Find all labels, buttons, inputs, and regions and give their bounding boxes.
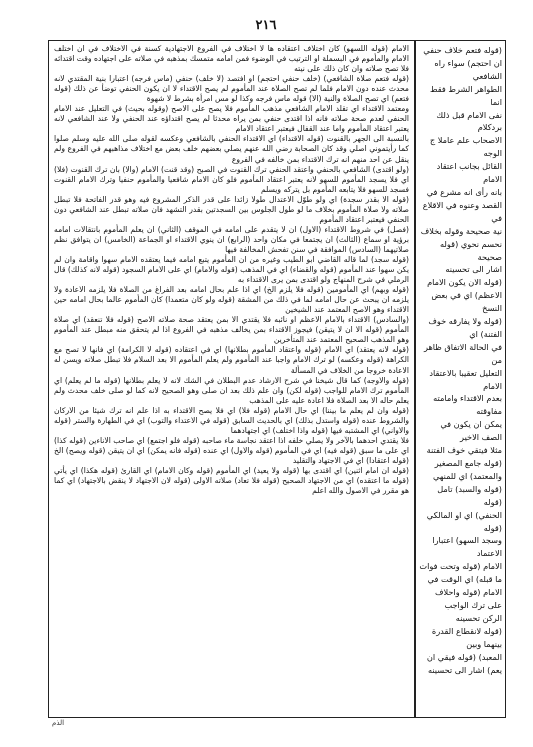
body-paragraph: بالنسبة الى الجهر بالقنوت (قوله الاقتداء) اي الاقتداء الحنفي بالشافعي وعكسه لقوله صلى الله عليه وسلم صلوا كما رأيتموني اصلي وقد كان الصحابة رضي الله عنهم يصلي بعضهم خلف بعض مع اختلاف مذاهبهم في الفروع ولم ينقل عن احد منهم انه ترك الاقتداء بمن خالفه في الفروع	[54, 134, 409, 164]
margin-line: (قوله لانقطاع القدرة بينهما وبين	[431, 625, 502, 649]
margin-line: القصد وعنوه في الاقلاع في	[422, 199, 502, 223]
body-paragraph: (قوله وبهم) اي المأمومين (قوله فلا يلزم الخ) اي اذا علم بحال امامه بعد الفراغ من الصلاة فلا يلزمه الاعادة ولا يلزمه ان يبحث عن حال امامه لما في ذلك من المشقة (قوله ولو كان متعمدا) كان المأموم عالما بحال امامه حين الاقتداء وهو الاصح المعتمد عند الشيخين	[54, 285, 409, 315]
margin-line: (قوله والسبد) تامل (قوله	[437, 483, 502, 507]
body-paragraph: الامام (قوله اللسهو) كان اختلاف اعتقاده ها لا اختلاف في الفروع الاجتهادية كسنة في الاختلاف في ان اختلف الامام والمأموم في البسملة او الترتيب في الوضوء فمن امامه متمسك بمذهبه في صلاته على اجتهاده وقت اقتدائه فلا تصح صلاته وان كان ذلك على نيته	[54, 44, 409, 74]
margin-line: في الحالة الاتفاق ظاهر من	[423, 341, 502, 365]
margin-line: (قوله الان يكون الامام	[427, 277, 502, 288]
margin-line: (قوله جامع المصغير	[434, 458, 502, 468]
margin-line: الاصحاب علم عاملا ج الوجه	[429, 135, 502, 159]
margin-line: الطواهر الشرط فقط انما	[429, 83, 502, 107]
body-paragraph: (قوله سجد) لما قاله القاضي ابو الطيب وغيره من ان المأموم يتبع امامه فيما يعتقده الامام سهوا واقامة وان لم يكن سهوا عند المأموم (قوله والقضاء) اي في المذهب (قوله والامام) اي على الامام السجود (قوله لانه كذلك) قال الرملي في شرح المنهاج ولو اقتدى بمن يرى الاقتداء به	[54, 254, 409, 285]
margin-line: نفى الامام قبل ذلك بردكلام	[436, 109, 502, 133]
margin-line: نحسم نحوي (قوله صحيحة	[440, 238, 502, 262]
margin-line: (قوله فتعم خلاف حنفي	[423, 45, 502, 55]
body-paragraph: (والسادس) الاقتداء بالامام الاعظم او نائبه فلا يقتدي الا بمن يعتقد صحة صلاته الاصح (قوله فلا تنعقد) اي صلاة المأموم (قوله الا ان لا يتيقن) فيجوز الاقتداء بمن يخالف مذهبه في الفروع اذا لم يتحقق منه مبطل عند المأموم وهو المذهب الصحيح المعتمد عند المتأخرين	[54, 315, 409, 345]
margin-line: الامام (قوله واحلاف	[435, 587, 502, 598]
footer-mark: الذم	[52, 719, 65, 727]
body-paragraph: (قوله والاوجه) كما قال شيخنا في شرح الارشاد عدم البطلان في الشك لانه لا يعلم بطلانها (قوله ما لم يعلم) اي المأموم ترك الامام للواجب (قوله لكن) وان علم ذلك بعد ان صلى وهو الصحيح لانه كما لو صلى خلف محدث ولم يعلم حاله الا بعد الصلاة فلا اعادة عليه على المذهب	[54, 375, 409, 405]
margin-line: اشار الى تحسينه	[445, 264, 502, 275]
body-paragraph: (قوله الا بقدر سجدة) اي ولو طوّل الاعتدال طولا زائدا على قدر الذكر المشروع فيه وهو قدر الفاتحة فلا تبطل صلاته ولا صلاة المأموم بخلاف ما لو طول الجلوس بين السجدتين بقدر التشهد فان صلاته تبطل عند الشافعي دون الحنفي فيعتبر اعتقاد المأموم	[54, 194, 409, 224]
main-body-text	[54, 44, 409, 712]
margin-line: يمكن ان يكون في الصف الاخير	[440, 419, 502, 443]
margin-line: ان احتجم) سواء راه الشافعي	[434, 57, 502, 81]
margin-line: وسجد السهو) اعتبارا الاعتماد	[432, 535, 502, 559]
margin-line: الركن تحسينه	[455, 612, 502, 623]
body-paragraph: (ولو اقتدى) الشافعي بالحنفي واعتقد الحنفي ترك القنوت في الصبح (وقد قنت) الامام (والا) بان ترك القنوت (فلا) اي فلا يسجد المأموم للسهو لانه يعتبر اعتقاد المأموم فلو كان الامام شافعيا والمأموم حنفيا وترك الامام القنوت فسجد للسهو فلا يتابعه المأموم بل يتركه ويسلم	[54, 164, 409, 194]
body-paragraph: ومعتمد الاقتداء اي تقلد الامام الشافعي مذهب المأموم فلا يصح على الاصح (وقوله بحيث) في التعليل عند الامام الحنفي لعدم صحة صلاته فانه اذا اقتدى حنفي بمن يراه محدثا لم يصح اقتداؤه عند الحنفي ولا عند الشافعي لانه يعتبر اعتقاد المأموم واما عند القفال فيعتبر اعتقاد الامام	[54, 104, 409, 134]
margin-line: مثلا فيتقي خوف الفتنة	[426, 445, 502, 456]
margin-line: القائل بجانب اعتقاد الامام	[436, 161, 502, 185]
margin-line: المعبد) (قوله فيقي ان	[426, 651, 502, 662]
margin-line: التعليل تعقيبا بالاعتقاد الامام	[429, 367, 502, 391]
margin-line: الاعظم) اي في بعض النسخ	[431, 290, 502, 314]
body-paragraph: (قوله فتعم صلاة الشافعي) (خلف حنفي احتجم) او افتصد (لا خلف) حنفي (ماس فرجه) اعتبارا بنية المقتدي لانه محدث عنده دون الامام فلما لم تصح الصلاة عند المأموم لم يصح الاقتداء لا ان يكون الحنفي توضأ عن ذلك (قوله فتعم) اي تصح الصلاة والنية (الا) قوله ماس فرجه وكذا لو مس امرأة بشرط لا شهوة	[54, 74, 409, 104]
body-paragraph: (قوله وان لم يعلم ما بيننا) اي حال الامام (قوله فلا) اي فلا يصح الاقتداء به اذا علم انه ترك شيئا من الاركان والشروط عنده (قوله واستدل بذلك) اي بالحديث السابق (قوله في الاعتداء والتوب) اي في الطهارة والستر (قوله والاواني) اي المشتبه فيها (قوله واذا اختلف) اي اجتهادهما	[54, 405, 409, 435]
margin-line: (قوله ولا يفارقه خوف الفتنة) اي	[428, 316, 502, 339]
margin-line: الامام (قوله وتحت فوات	[419, 561, 502, 572]
margin-line: نية صحيحة وقوله بخلاف	[420, 225, 502, 236]
margin-line: بانه رأى انه مشرع في	[426, 186, 502, 197]
body-paragraph: (فصل) في شروط الاقتداء (الاول) ان لا يتقدم على امامه في الموقف (الثاني) ان يعلم المأموم بانتقالات امامه برؤية او سماع (الثالث) ان يجتمعا في مكان واحد (الرابع) ان ينوي الاقتداء او الجماعة (الخامس) ان يتوافق نظم صلاتيهما (السادس) الموافقة في سنن تفحش المخالفة فيها	[54, 224, 409, 254]
body-paragraph: (قوله لانه يعتقد) اي الامام (قوله واعتقاد المأموم بطلانها) اي في اعتقاده (قوله لا الكرامة) اي فانها لا تصح مع الكراهة (قوله وعكسه) لو ترك الامام واجبا عند المأموم ولم يعلم المأموم الا بعد السلام فلا تبطل صلاته ويسن له الاعادة خروجا من الخلاف في المسألة	[54, 345, 409, 375]
margin-line: الحنفي) اي او المالكي (قوله	[426, 509, 502, 533]
margin-commentary	[418, 44, 502, 675]
column-divider	[414, 40, 416, 718]
margin-line: على ترك الواجب	[444, 599, 502, 610]
body-paragraph: فلا يقتدي احدهما بالآخر ولا يصلي خلفه اذا اعتقد نجاسة ماء صاحبه (قوله فلو اجتمع) اي صاحب الاناءين (قوله كذا) اي على ما سبق (قوله فيه) اي في المأموم (قوله والاول) اي عنده (قوله فانه يمكن) اي ان يتيقن (قوله ويصح) الخ (قوله اعتقادا) اي في الاجتهاد والتقليد	[54, 435, 409, 465]
margin-line: بعدم الاقتداء وامامته مفاوقته	[433, 393, 502, 417]
body-paragraph: (قوله ان امام اثنين) اي اقتدى بها (قوله ولا يعيد) اي المأموم (قوله وكان الامام) اي القارئ (قوله هكذا) اي يأتي (قوله ما اعتقده) اي من الاجتهاد الصحيح (قوله فلا تعاد) صلاته الاولى (قوله لان الاجتهاد لا ينقض بالاجتهاد) اي كما هو مقرر في الاصول والله اعلم	[54, 465, 409, 496]
page-number: ٢١٦	[255, 18, 277, 33]
margin-line: ما قبله) اي الوقت في	[427, 574, 502, 585]
margin-line: والمعتمد) اي للمنهي	[433, 470, 502, 481]
margin-line: يعم) اشار الى تحسينه	[427, 664, 502, 675]
